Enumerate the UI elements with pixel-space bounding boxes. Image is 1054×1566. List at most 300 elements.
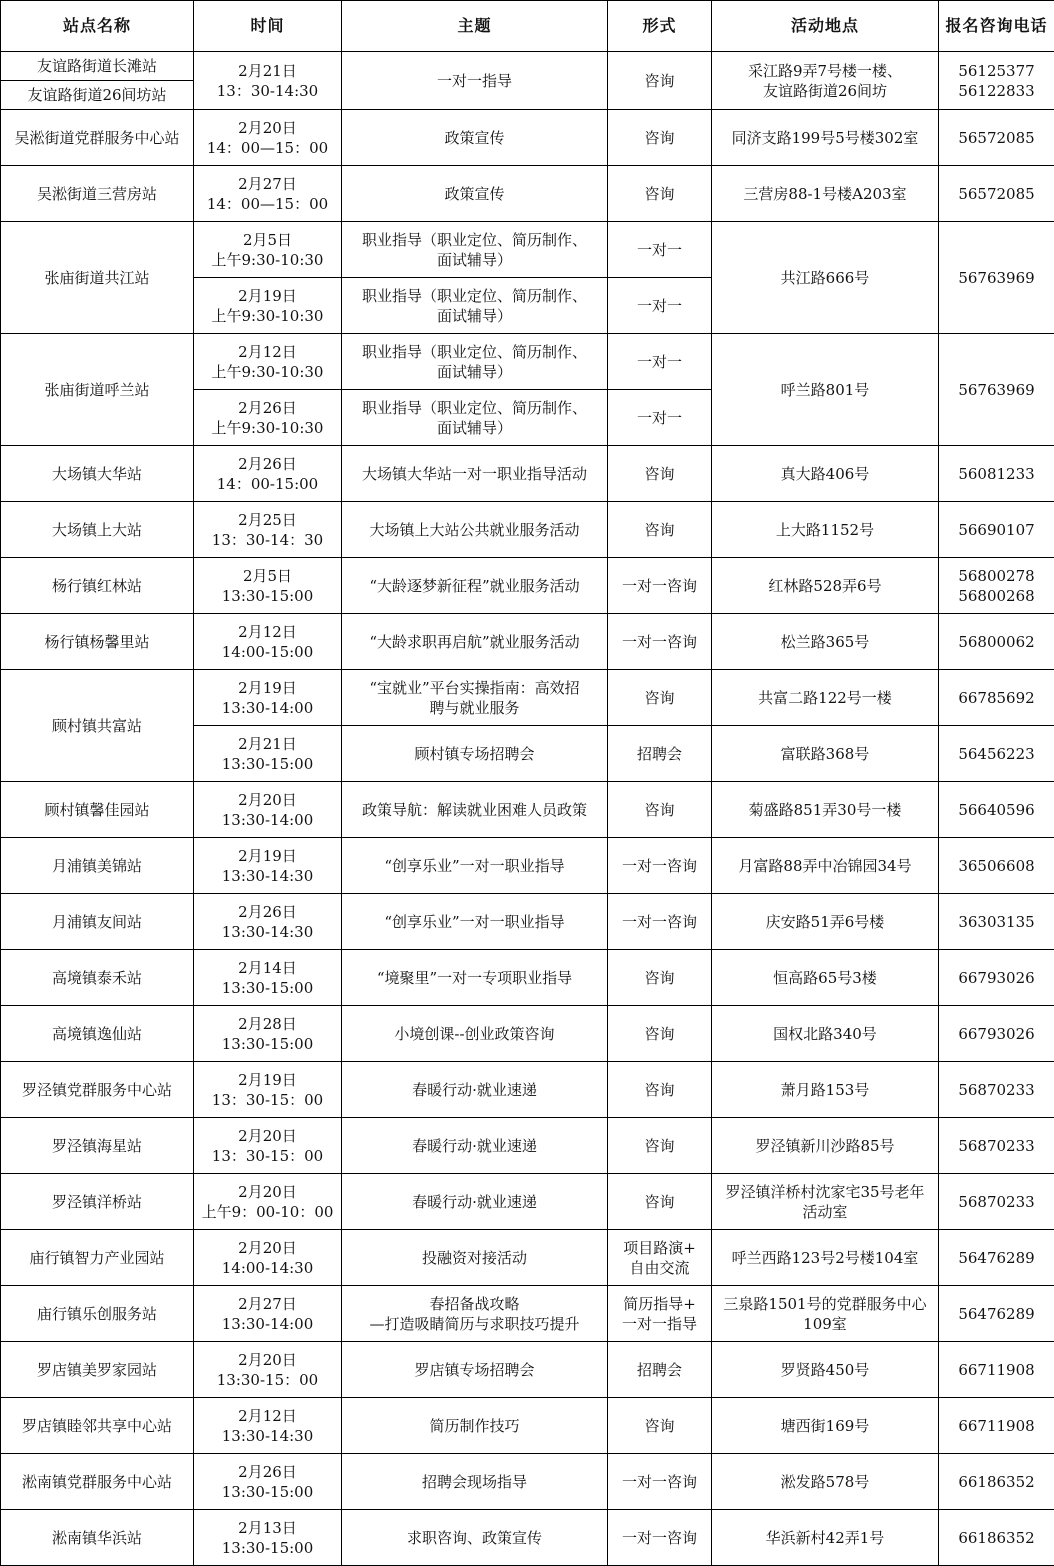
form-cell-line: 咨询 — [611, 1136, 708, 1156]
topic-cell — [342, 1342, 608, 1398]
place-cell — [712, 1510, 939, 1566]
form-cell — [608, 1174, 712, 1230]
topic-cell — [342, 1062, 608, 1118]
form-cell-line: 咨询 — [611, 1416, 708, 1436]
form-cell — [608, 390, 712, 446]
site-cell: 张庙街道呼兰站 — [1, 334, 194, 446]
form-cell-line: 咨询 — [611, 688, 708, 708]
place-cell-line: 菊盛路851弄30号一楼 — [715, 800, 935, 820]
time-cell-line: 2月19日 — [197, 678, 338, 698]
site-cell-line: 大场镇上大站 — [4, 520, 190, 540]
time-cell — [194, 52, 342, 110]
phone-cell — [939, 950, 1054, 1006]
phone-cell-line: 56690107 — [942, 520, 1051, 540]
site-cell — [1, 1454, 194, 1510]
site-cell — [1, 894, 194, 950]
table-row — [1, 334, 1054, 390]
topic-cell-line: 简历制作技巧 — [345, 1416, 604, 1436]
place-cell — [712, 1006, 939, 1062]
time-cell-line: 2月21日 — [197, 61, 338, 81]
time-cell — [194, 1398, 342, 1454]
phone-cell-line: 56456223 — [942, 744, 1051, 764]
phone-cell-line: 66785692 — [942, 688, 1051, 708]
form-cell-line: 咨询 — [611, 1024, 708, 1044]
site-cell — [1, 502, 194, 558]
topic-cell-line: 面试辅导） — [345, 418, 604, 438]
time-cell-line: 2月20日 — [197, 1238, 338, 1258]
topic-cell — [342, 52, 608, 110]
form-cell — [608, 1342, 712, 1398]
form-cell — [608, 558, 712, 614]
form-cell — [608, 670, 712, 726]
place-cell-line: 庆安路51弄6号楼 — [715, 912, 935, 932]
phone-cell — [939, 110, 1054, 166]
place-cell — [712, 1118, 939, 1174]
table-row — [1, 52, 1054, 110]
time-cell — [194, 1230, 342, 1286]
place-cell — [712, 558, 939, 614]
place-cell-line: 罗泾镇洋桥村沈家宅35号老年 — [715, 1182, 935, 1202]
place-cell-line: 罗泾镇新川沙路85号 — [715, 1136, 935, 1156]
time-cell-line: 2月19日 — [197, 286, 338, 306]
topic-cell-line: 面试辅导） — [345, 362, 604, 382]
place-cell-line: 塘西街169号 — [715, 1416, 935, 1436]
phone-cell: 56763969 — [939, 222, 1054, 334]
time-cell-line: 13:30-15:00 — [197, 978, 338, 998]
phone-cell — [939, 1230, 1054, 1286]
phone-cell — [939, 1454, 1054, 1510]
phone-cell — [939, 558, 1054, 614]
site-cell-line: 月浦镇美锦站 — [4, 856, 190, 876]
form-cell-line: 一对一咨询 — [611, 576, 708, 596]
phone-cell-line: 56870233 — [942, 1192, 1051, 1212]
topic-cell-line: “境聚里”一对一专项职业指导 — [345, 968, 604, 988]
form-cell — [608, 1230, 712, 1286]
topic-cell — [342, 726, 608, 782]
place-cell-line: 富联路368号 — [715, 744, 935, 764]
time-cell — [194, 390, 342, 446]
phone-cell-line: 56122833 — [942, 81, 1051, 101]
site-cell — [1, 558, 194, 614]
form-cell-line: 一对一咨询 — [611, 632, 708, 652]
place-cell: 共江路666号 — [712, 222, 939, 334]
place-cell-line: 三泉路1501号的党群服务中心 — [715, 1294, 935, 1314]
time-cell — [194, 1454, 342, 1510]
topic-cell — [342, 838, 608, 894]
phone-cell-line: 56800278 — [942, 566, 1051, 586]
site-cell — [1, 110, 194, 166]
place-cell-line: 萧月路153号 — [715, 1080, 935, 1100]
time-cell-line: 2月26日 — [197, 398, 338, 418]
place-cell-line: 呼兰西路123号2号楼104室 — [715, 1248, 935, 1268]
form-cell — [608, 894, 712, 950]
topic-cell — [342, 894, 608, 950]
time-cell-line: 13:30-14:00 — [197, 1314, 338, 1334]
form-cell — [608, 1062, 712, 1118]
topic-cell-line: 政策导航：解读就业困难人员政策 — [345, 800, 604, 820]
place-cell — [712, 614, 939, 670]
site-cell-line: 罗泾镇党群服务中心站 — [4, 1080, 190, 1100]
time-cell-line: 2月27日 — [197, 174, 338, 194]
place-cell-line: 采江路9弄7号楼一楼、 — [715, 61, 935, 81]
time-cell-line: 14:00-15:00 — [197, 642, 338, 662]
time-cell — [194, 278, 342, 334]
topic-cell-line: 面试辅导） — [345, 250, 604, 270]
time-cell — [194, 1118, 342, 1174]
phone-cell-line: 36506608 — [942, 856, 1051, 876]
phone-cell-line: 66711908 — [942, 1360, 1051, 1380]
topic-cell-line: 春暖行动·就业速递 — [345, 1080, 604, 1100]
topic-cell — [342, 670, 608, 726]
time-cell-line: 13:30-15:00 — [197, 1538, 338, 1558]
topic-cell-line: “大龄逐梦新征程”就业服务活动 — [345, 576, 604, 596]
time-cell — [194, 166, 342, 222]
form-cell-line: 一对一指导 — [611, 1314, 708, 1334]
site-cell — [1, 782, 194, 838]
form-cell-line: 咨询 — [611, 128, 708, 148]
site-cell — [1, 838, 194, 894]
header-site: 站点名称 — [1, 1, 194, 52]
form-cell-line: 咨询 — [611, 520, 708, 540]
site-cell-line: 淞南镇华浜站 — [4, 1528, 190, 1548]
table-row — [1, 1342, 1054, 1398]
topic-cell-line: 政策宣传 — [345, 184, 604, 204]
table-row — [1, 782, 1054, 838]
table-row — [1, 446, 1054, 502]
time-cell-line: 13:30-15:00 — [197, 586, 338, 606]
topic-cell — [342, 558, 608, 614]
time-cell-line: 13：30-15：00 — [197, 1146, 338, 1166]
topic-cell — [342, 950, 608, 1006]
time-cell-line: 2月12日 — [197, 1406, 338, 1426]
phone-cell-line: 56870233 — [942, 1080, 1051, 1100]
time-cell-line: 上午9:30-10:30 — [197, 362, 338, 382]
form-cell-line: 一对一咨询 — [611, 912, 708, 932]
time-cell-line: 2月14日 — [197, 958, 338, 978]
topic-cell-line: “创享乐业”一对一职业指导 — [345, 856, 604, 876]
place-cell-line: 同济支路199号5号楼302室 — [715, 128, 935, 148]
topic-cell-line: 政策宣传 — [345, 128, 604, 148]
table-row — [1, 1174, 1054, 1230]
topic-cell — [342, 222, 608, 278]
phone-cell: 56763969 — [939, 334, 1054, 446]
topic-cell-line: —打造吸睛简历与求职技巧提升 — [345, 1314, 604, 1334]
place-cell — [712, 1286, 939, 1342]
place-cell — [712, 52, 939, 110]
table-row — [1, 110, 1054, 166]
time-cell — [194, 1510, 342, 1566]
time-cell-line: 13:30-15：00 — [197, 1370, 338, 1390]
time-cell — [194, 1174, 342, 1230]
topic-cell — [342, 446, 608, 502]
topic-cell-line: 春招备战攻略 — [345, 1294, 604, 1314]
time-cell-line: 14:00-14:30 — [197, 1258, 338, 1278]
site-cell — [1, 1230, 194, 1286]
time-cell-line: 2月12日 — [197, 342, 338, 362]
time-cell-line: 上午9：00-10：00 — [197, 1202, 338, 1222]
topic-cell — [342, 390, 608, 446]
site-cell — [1, 1062, 194, 1118]
phone-cell-line: 66793026 — [942, 968, 1051, 988]
table-row — [1, 1006, 1054, 1062]
phone-cell — [939, 782, 1054, 838]
site-cell-line: 顾村镇馨佳园站 — [4, 800, 190, 820]
time-cell-line: 2月26日 — [197, 902, 338, 922]
place-cell-line: 华浜新村42弄1号 — [715, 1528, 935, 1548]
site-cell-line: 庙行镇智力产业园站 — [4, 1248, 190, 1268]
table-row — [1, 1454, 1054, 1510]
form-cell-line: 咨询 — [611, 184, 708, 204]
form-cell — [608, 278, 712, 334]
phone-cell — [939, 1118, 1054, 1174]
place-cell — [712, 670, 939, 726]
phone-cell-line: 56081233 — [942, 464, 1051, 484]
topic-cell — [342, 614, 608, 670]
place-cell — [712, 950, 939, 1006]
table-row — [1, 1118, 1054, 1174]
place-cell — [712, 502, 939, 558]
time-cell-line: 2月20日 — [197, 1126, 338, 1146]
site-cell-line: 大场镇大华站 — [4, 464, 190, 484]
place-cell — [712, 1342, 939, 1398]
site-cell: 张庙街道共江站 — [1, 222, 194, 334]
topic-cell-line: 求职咨询、政策宣传 — [345, 1528, 604, 1548]
phone-cell — [939, 1286, 1054, 1342]
topic-cell-line: 聘与就业服务 — [345, 698, 604, 718]
form-cell — [608, 222, 712, 278]
site-cell-line: 高境镇泰禾站 — [4, 968, 190, 988]
site-cell — [1, 1118, 194, 1174]
site-cell-line: 吴淞街道三营房站 — [4, 184, 190, 204]
form-cell — [608, 166, 712, 222]
topic-cell — [342, 166, 608, 222]
form-cell — [608, 614, 712, 670]
phone-cell-line: 56476289 — [942, 1248, 1051, 1268]
place-cell — [712, 110, 939, 166]
place-cell-line: 友谊路街道26间坊 — [715, 81, 935, 101]
form-cell-line: 简历指导+ — [611, 1294, 708, 1314]
site-cell-line: 杨行镇杨馨里站 — [4, 632, 190, 652]
form-cell-line: 咨询 — [611, 800, 708, 820]
form-cell-line: 咨询 — [611, 968, 708, 988]
time-cell-line: 13:30-14:30 — [197, 866, 338, 886]
site-subcell: 友谊路街道26间坊站 — [1, 80, 193, 109]
place-cell-line: 月富路88弄中冶锦园34号 — [715, 856, 935, 876]
time-cell-line: 上午9:30-10:30 — [197, 306, 338, 326]
topic-cell-line: 罗店镇专场招聘会 — [345, 1360, 604, 1380]
time-cell — [194, 1342, 342, 1398]
place-cell-line: 松兰路365号 — [715, 632, 935, 652]
form-cell-line: 项目路演+ — [611, 1238, 708, 1258]
form-cell — [608, 1454, 712, 1510]
time-cell-line: 13:30-15:00 — [197, 1482, 338, 1502]
phone-cell-line: 56125377 — [942, 61, 1051, 81]
phone-cell — [939, 670, 1054, 726]
topic-cell — [342, 1118, 608, 1174]
time-cell-line: 13:30-14:00 — [197, 810, 338, 830]
time-cell — [194, 110, 342, 166]
phone-cell — [939, 1062, 1054, 1118]
topic-cell — [342, 1454, 608, 1510]
time-cell — [194, 1006, 342, 1062]
time-cell — [194, 782, 342, 838]
place-cell — [712, 446, 939, 502]
form-cell-line: 一对一 — [611, 408, 708, 428]
form-cell — [608, 52, 712, 110]
topic-cell — [342, 334, 608, 390]
site-cell-line: 高境镇逸仙站 — [4, 1024, 190, 1044]
site-cell-line: 罗泾镇海星站 — [4, 1136, 190, 1156]
form-cell — [608, 838, 712, 894]
phone-cell — [939, 1342, 1054, 1398]
topic-cell-line: “宝就业”平台实操指南：高效招 — [345, 678, 604, 698]
table-row — [1, 166, 1054, 222]
form-cell — [608, 446, 712, 502]
form-cell — [608, 1006, 712, 1062]
site-subcell: 友谊路街道长滩站 — [1, 52, 193, 80]
place-cell-line: 活动室 — [715, 1202, 935, 1222]
table-row — [1, 1230, 1054, 1286]
topic-cell — [342, 1286, 608, 1342]
place-cell-line: 上大路1152号 — [715, 520, 935, 540]
form-cell — [608, 110, 712, 166]
place-cell — [712, 894, 939, 950]
place-cell-line: 三营房88-1号楼A203室 — [715, 184, 935, 204]
form-cell-line: 一对一 — [611, 352, 708, 372]
place-cell — [712, 1398, 939, 1454]
phone-cell — [939, 1174, 1054, 1230]
topic-cell-line: “大龄求职再启航”就业服务活动 — [345, 632, 604, 652]
topic-cell-line: 招聘会现场指导 — [345, 1472, 604, 1492]
place-cell — [712, 838, 939, 894]
time-cell-line: 2月26日 — [197, 1462, 338, 1482]
phone-cell — [939, 446, 1054, 502]
topic-cell — [342, 1006, 608, 1062]
time-cell — [194, 670, 342, 726]
site-cell — [1, 52, 194, 110]
site-cell-line: 月浦镇友间站 — [4, 912, 190, 932]
site-cell — [1, 614, 194, 670]
time-cell-line: 13:30-15:00 — [197, 1034, 338, 1054]
topic-cell — [342, 278, 608, 334]
time-cell-line: 13:30-14:00 — [197, 698, 338, 718]
form-cell-line: 咨询 — [611, 71, 708, 91]
time-cell-line: 13：30-14：30 — [197, 530, 338, 550]
place-cell — [712, 1230, 939, 1286]
place-cell — [712, 726, 939, 782]
time-cell-line: 13:30-14:30 — [197, 922, 338, 942]
time-cell — [194, 726, 342, 782]
form-cell-line: 一对一咨询 — [611, 1528, 708, 1548]
place-cell-line: 恒高路65号3楼 — [715, 968, 935, 988]
site-cell-line: 淞南镇党群服务中心站 — [4, 1472, 190, 1492]
topic-cell-line: “创享乐业”一对一职业指导 — [345, 912, 604, 932]
time-cell-line: 14：00-15:00 — [197, 474, 338, 494]
topic-cell-line: 面试辅导） — [345, 306, 604, 326]
phone-cell-line: 36303135 — [942, 912, 1051, 932]
form-cell — [608, 1398, 712, 1454]
topic-cell — [342, 1230, 608, 1286]
time-cell-line: 2月20日 — [197, 790, 338, 810]
site-cell — [1, 1398, 194, 1454]
form-cell — [608, 950, 712, 1006]
topic-cell — [342, 1510, 608, 1566]
phone-cell-line: 66711908 — [942, 1416, 1051, 1436]
phone-cell — [939, 894, 1054, 950]
time-cell — [194, 838, 342, 894]
time-cell-line: 2月5日 — [197, 230, 338, 250]
time-cell-line: 2月21日 — [197, 734, 338, 754]
place-cell — [712, 1454, 939, 1510]
time-cell-line: 13:30-15:00 — [197, 754, 338, 774]
time-cell-line: 2月13日 — [197, 1518, 338, 1538]
header-time: 时间 — [194, 1, 342, 52]
form-cell-line: 一对一咨询 — [611, 856, 708, 876]
place-cell-line: 罗贤路450号 — [715, 1360, 935, 1380]
phone-cell — [939, 166, 1054, 222]
site-cell-line: 罗店镇美罗家园站 — [4, 1360, 190, 1380]
time-cell-line: 2月28日 — [197, 1014, 338, 1034]
site-cell: 顾村镇共富站 — [1, 670, 194, 782]
place-cell-line: 共富二路122号一楼 — [715, 688, 935, 708]
time-cell-line: 上午9:30-10:30 — [197, 250, 338, 270]
header-place: 活动地点 — [712, 1, 939, 52]
phone-cell — [939, 52, 1054, 110]
time-cell-line: 2月26日 — [197, 454, 338, 474]
phone-cell-line: 56476289 — [942, 1304, 1051, 1324]
site-cell — [1, 1006, 194, 1062]
header-topic: 主题 — [342, 1, 608, 52]
site-cell — [1, 1342, 194, 1398]
phone-cell — [939, 838, 1054, 894]
form-cell — [608, 726, 712, 782]
topic-cell-line: 春暖行动·就业速递 — [345, 1192, 604, 1212]
time-cell-line: 13：30-14:30 — [197, 81, 338, 101]
time-cell-line: 2月19日 — [197, 846, 338, 866]
time-cell — [194, 1286, 342, 1342]
time-cell-line: 2月19日 — [197, 1070, 338, 1090]
topic-cell-line: 顾村镇专场招聘会 — [345, 744, 604, 764]
form-cell-line: 招聘会 — [611, 1360, 708, 1380]
time-cell-line: 2月5日 — [197, 566, 338, 586]
place-cell-line: 国权北路340号 — [715, 1024, 935, 1044]
time-cell-line: 2月20日 — [197, 118, 338, 138]
place-cell — [712, 166, 939, 222]
form-cell-line: 咨询 — [611, 464, 708, 484]
time-cell-line: 14：00—15：00 — [197, 138, 338, 158]
time-cell — [194, 1062, 342, 1118]
time-cell — [194, 950, 342, 1006]
time-cell — [194, 558, 342, 614]
phone-cell-line: 56800062 — [942, 632, 1051, 652]
table-row — [1, 614, 1054, 670]
form-cell-line: 一对一咨询 — [611, 1472, 708, 1492]
time-cell-line: 2月12日 — [197, 622, 338, 642]
time-cell — [194, 334, 342, 390]
site-cell — [1, 1286, 194, 1342]
topic-cell-line: 一对一指导 — [345, 71, 604, 91]
site-cell-line: 杨行镇红林站 — [4, 576, 190, 596]
time-cell-line: 14：00—15：00 — [197, 194, 338, 214]
place-cell-line: 红林路528弄6号 — [715, 576, 935, 596]
time-cell-line: 上午9:30-10:30 — [197, 418, 338, 438]
topic-cell-line: 春暖行动·就业速递 — [345, 1136, 604, 1156]
place-cell-line: 淞发路578号 — [715, 1472, 935, 1492]
site-cell — [1, 1510, 194, 1566]
place-cell-line: 真大路406号 — [715, 464, 935, 484]
table-row — [1, 950, 1054, 1006]
time-cell-line: 13:30-14:30 — [197, 1426, 338, 1446]
